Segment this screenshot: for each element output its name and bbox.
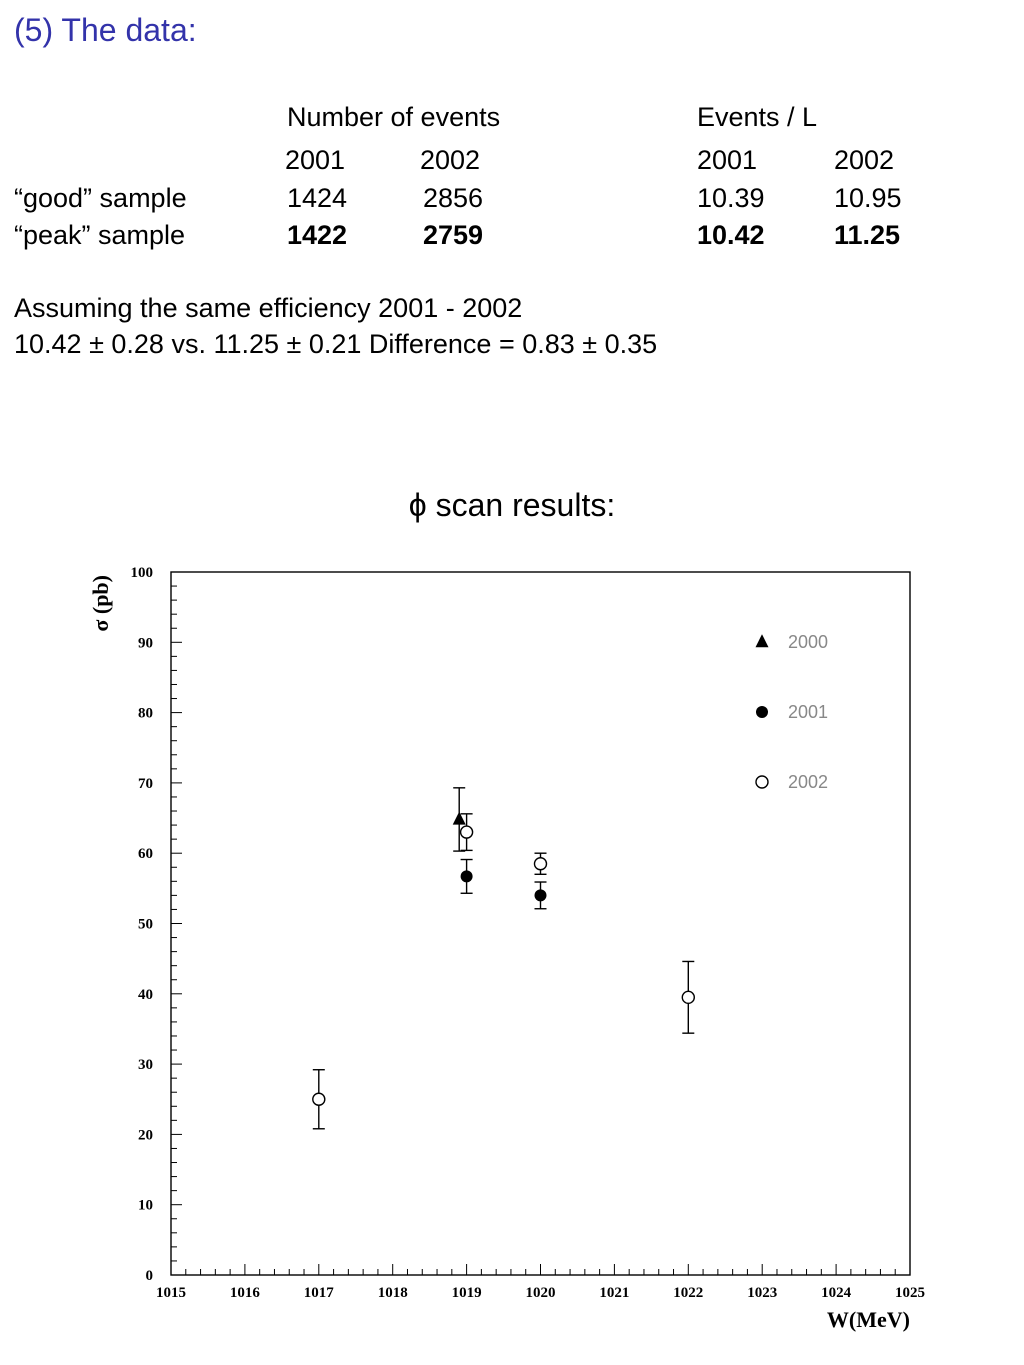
data-point — [535, 889, 547, 901]
data-point — [756, 706, 768, 718]
x-tick-label: 1024 — [821, 1285, 852, 1301]
legend — [756, 632, 829, 792]
legend-label: 2002 — [788, 772, 829, 792]
y-tick-label: 0 — [145, 1268, 153, 1284]
y-tick-label: 90 — [138, 635, 153, 652]
plot-frame — [171, 572, 910, 1275]
data-point — [535, 858, 547, 870]
y-tick-label: 70 — [138, 775, 153, 792]
x-tick-label: 1018 — [377, 1285, 408, 1301]
table-cell: 10.39 — [697, 183, 765, 213]
y-tick-label: 100 — [130, 565, 153, 581]
table-cell: 2856 — [423, 183, 484, 213]
row-label-peak-sample: “peak” sample — [14, 220, 186, 250]
table-cell: 10.95 — [834, 183, 902, 213]
x-tick-label: 1016 — [229, 1285, 260, 1301]
x-axis-label: W(MeV) — [826, 1307, 910, 1332]
data-point — [313, 1093, 325, 1105]
data-point — [461, 826, 473, 838]
y-tick-label: 30 — [138, 1057, 153, 1074]
x-tick-label: 1019 — [451, 1285, 482, 1301]
year-header: 2002 — [834, 145, 895, 175]
scan-results-subtitle: ϕ scan results: — [408, 487, 616, 523]
x-tick-label: 1015 — [156, 1285, 186, 1301]
row-label-good-sample: “good” sample — [14, 183, 187, 213]
y-tick-label: 40 — [138, 986, 153, 1003]
series-2001 — [461, 860, 547, 909]
series-2000 — [453, 788, 466, 851]
table-cell: 10.42 — [697, 220, 765, 250]
year-header: 2001 — [697, 145, 758, 175]
table-cell: 2759 — [423, 220, 484, 250]
table-cell: 1422 — [287, 220, 348, 250]
difference-note: 10.42 ± 0.28 vs. 11.25 ± 0.21 Difference = 0.83 ± 0.35 — [14, 329, 658, 359]
year-header: 2002 — [420, 145, 481, 175]
y-tick-label: 20 — [138, 1127, 153, 1144]
data-point — [682, 991, 694, 1003]
phi-scan-chart — [0, 545, 1024, 1345]
page-heading: (5) The data: — [14, 12, 197, 48]
x-tick-label: 1025 — [895, 1285, 925, 1301]
x-tick-label: 1023 — [747, 1285, 778, 1301]
group-header-events-per-lumi: Events / L — [697, 102, 818, 132]
series-2002 — [313, 814, 695, 1129]
x-tick-label: 1020 — [525, 1285, 556, 1301]
data-point — [756, 634, 769, 647]
x-tick-label: 1022 — [673, 1285, 704, 1301]
efficiency-note: Assuming the same efficiency 2001 - 2002 — [14, 293, 523, 323]
data-point — [756, 776, 768, 788]
y-tick-label: 60 — [138, 846, 153, 863]
y-tick-label: 80 — [138, 705, 153, 722]
group-header-number-of-events: Number of events — [287, 102, 501, 132]
legend-label: 2000 — [788, 632, 829, 652]
table-cell: 1424 — [287, 183, 348, 213]
year-header: 2001 — [285, 145, 346, 175]
legend-label: 2001 — [788, 702, 829, 722]
table-cell: 11.25 — [834, 220, 901, 250]
x-tick-label: 1017 — [303, 1285, 334, 1301]
y-axis-label: σ (pb) — [88, 575, 113, 632]
y-tick-label: 50 — [138, 916, 153, 933]
data-point — [461, 870, 473, 882]
x-tick-label: 1021 — [599, 1285, 630, 1301]
y-tick-label: 10 — [138, 1197, 153, 1214]
